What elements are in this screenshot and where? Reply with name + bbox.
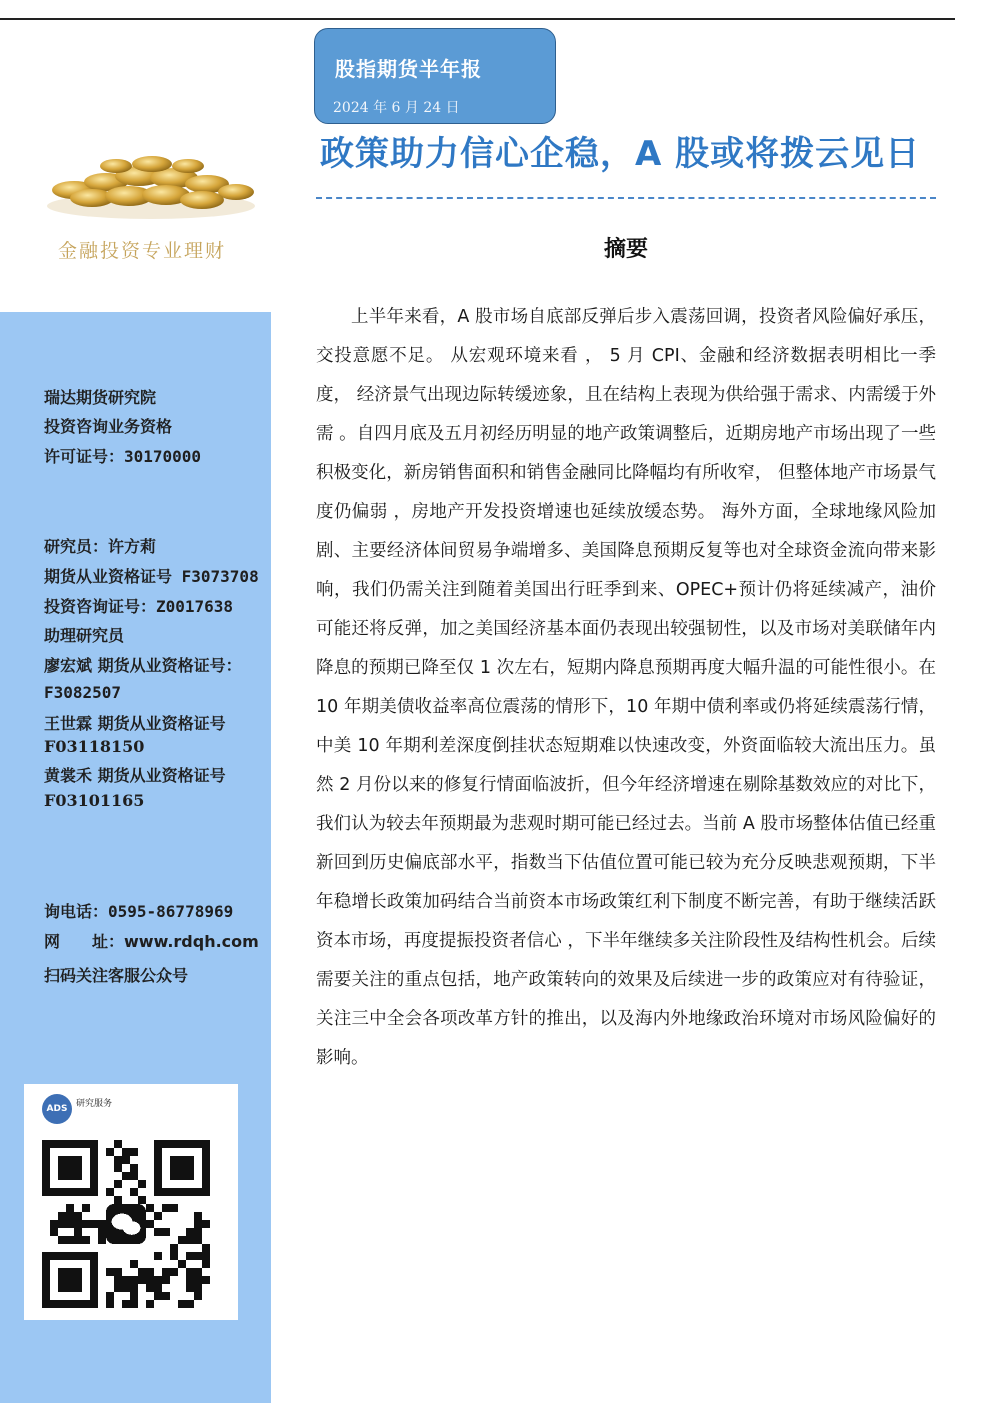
report-title: 政策助力信心企稳，A 股或将拨云见日 xyxy=(320,134,921,174)
scan-prompt: 扫码关注客服公众号 xyxy=(44,966,189,985)
org-name: 瑞达期货研究院 xyxy=(44,388,157,407)
researcher-consult-cert: 投资咨询证号：Z0017638 xyxy=(44,597,234,616)
report-type: 股指期货半年报 xyxy=(335,57,482,81)
assistant1-cert: F3082507 xyxy=(44,683,122,702)
assistant3-cert: F03101165 xyxy=(44,791,145,810)
abstract-heading: 摘要 xyxy=(604,237,649,262)
qr-code[interactable] xyxy=(42,1140,210,1308)
ads-logo: ADS xyxy=(42,1094,72,1124)
title-divider xyxy=(316,197,936,199)
qr-card xyxy=(24,1084,238,1320)
researcher-name: 研究员：许方莉 xyxy=(44,537,157,556)
org-license: 许可证号：30170000 xyxy=(44,447,202,466)
report-date: 2024 年 6 月 24 日 xyxy=(333,100,460,116)
assistant-title: 助理研究员 xyxy=(44,626,125,645)
abstract-body: 上半年来看，A 股市场自底部反弹后步入震荡回调，投资者风险偏好承压，交投意愿不足。 从宏观环境来看 ， 5 月 CPI、金融和经济数据表明相比一季度， 经济景气出现边际转缓迹象，且在结构上表现为供给强于需求、内需缓于外需 。自四月底及五月初经历明显的地产政策调整后，近期房地产市场出现了一些积极变化，新房销售面积和销售金融同比降幅均有所收窄， 但整体地产市场景气度仍偏弱 ，房地产开发投资增速也延续放缓态势。 海外方面，全球地缘风险加剧、主要经济体间贸易争端增多、美国降息预期反复等也对全球资金流向带来影响，我们仍需关注到随着美国出行旺季到来、OPEC+预计仍将延续减产，油价可能还将反弹，加之美国经济基本面仍表现出较强韧性，以及市场对美联储年内降息的预期已降至仅 1 次左右，短期内降息预期再度大幅升温的可能性很小。在 10 年期美债收益率高位震荡的情形下，10 年期中债利率或仍将延续震荡行情，中美 10 年期利差深度倒挂状态短期难以快速改变，外资面临较大流出压力。虽然 2 月份以来的修复行情面临波折，但今年经济增速在剔除基数效应的对比下，我们认为较去年预期最为悲观时期可能已经过去。当前 A 股市场整体估值已经重新回到历史偏底部水平，指数当下估值位置可能已较为充分反映悲观预期，下半年稳增长政策加码结合当前资本市场政策红利下制度不断完善，有助于继续活跃资本市场，再度提振投资者信心 ，下半年继续多关注阶段性及结构性机会。后续需要关注的重点包括，地产政策转向的效果及后续进一步的政策应对有待验证，关注三中全会各项改革方针的推出，以及海内外地缘政治环境对市场风险偏好的影响。 xyxy=(316,307,936,1068)
logo-tagline: 金融投资专业理财 xyxy=(58,240,227,262)
researcher-cert: 期货从业资格证号 F3073708 xyxy=(44,567,259,586)
assistant2-cert: F03118150 xyxy=(44,737,145,756)
gold-coins-logo xyxy=(44,148,258,222)
report-type-badge xyxy=(314,28,556,124)
contact-phone: 询电话：0595-86778969 xyxy=(44,902,234,921)
top-rule xyxy=(0,18,955,20)
assistant1-name: 廖宏斌 期货从业资格证号： xyxy=(44,656,242,675)
assistant2-name: 王世霖 期货从业资格证号 xyxy=(44,714,226,733)
org-qualification: 投资咨询业务资格 xyxy=(44,417,173,436)
assistant3-name: 黄裳禾 期货从业资格证号 xyxy=(44,766,226,785)
ads-service-label: 研究服务 xyxy=(76,1099,113,1109)
contact-website[interactable]: 网 址：www.rdqh.com xyxy=(44,932,259,951)
